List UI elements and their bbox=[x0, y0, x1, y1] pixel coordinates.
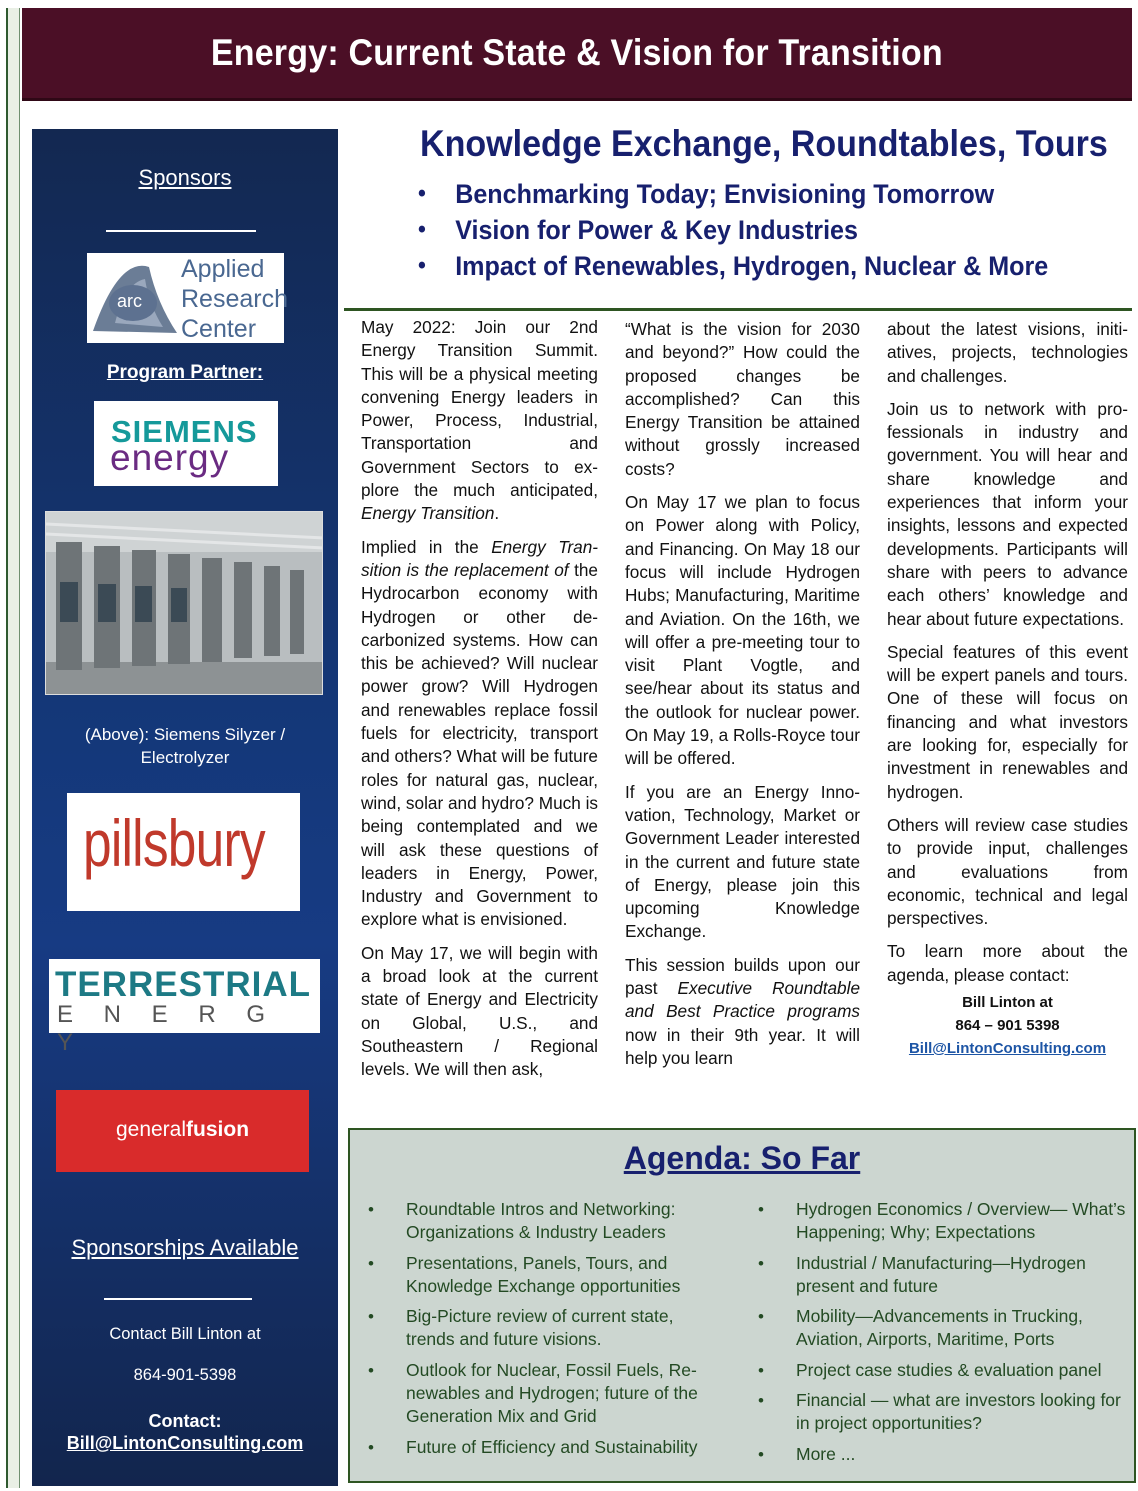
agenda-item: • Mobility—Advancements in Trucking, Aviation, Airports, Maritime, Ports bbox=[742, 1305, 1132, 1352]
terrestrial-energy-logo bbox=[49, 959, 320, 1056]
sidebar bbox=[32, 129, 338, 1486]
agenda-list-right bbox=[742, 1198, 1132, 1473]
text: now in their 9th year. It will help you learn bbox=[625, 1024, 860, 1068]
electrolyzer-image bbox=[46, 512, 323, 695]
contact-name: Bill Linton at bbox=[962, 994, 1053, 1012]
phone-number: 864-901-5398 bbox=[133, 1366, 237, 1384]
paragraph: Others will review case studies to provide input, challenges and evaluations from economic, technical and legal perspectives. bbox=[887, 814, 1128, 929]
photo-caption-text: (Above): Siemens Silyzer / Electrolyzer bbox=[84, 725, 286, 767]
body-column-1 bbox=[361, 316, 598, 1092]
energy-word: energy bbox=[110, 437, 230, 478]
agenda-item: • Big-Picture review of current state, trends and future visions. bbox=[352, 1305, 722, 1352]
agenda-item: • Roundtable Intros and Networking: Organizations & Industry Leaders bbox=[352, 1198, 722, 1245]
arc-line2: Research bbox=[181, 285, 288, 313]
terrestrial-word: TERRESTRIAL bbox=[55, 965, 311, 1004]
siemens-word: SIEMENS bbox=[111, 414, 258, 449]
paragraph: If you are an Energy Innovation, Technology, Market or Government Leader interested in the current and future state of Energy, please join this upcoming Knowledge Exchange. bbox=[625, 781, 860, 942]
general-fusion-word bbox=[56, 1118, 309, 1142]
body-column-2 bbox=[625, 318, 860, 1080]
subheading: Knowledge Exchange, Roundtables, Tours bbox=[420, 123, 1108, 164]
emphasis: Energy Transition bbox=[361, 503, 495, 524]
contact-block bbox=[887, 991, 1128, 1060]
agenda-item: • Financial — what are investors looking for in project opportunities? bbox=[742, 1389, 1132, 1436]
paragraph bbox=[625, 954, 860, 1070]
emphasis: Energy Transition is the replacement of bbox=[361, 536, 598, 580]
sponsorships-available: Sponsorships Available bbox=[71, 1235, 299, 1260]
contact-line: Contact Bill Linton at bbox=[109, 1325, 261, 1343]
paragraph bbox=[361, 536, 598, 932]
arc-mark: arc bbox=[117, 291, 143, 311]
paragraph: about the latest visions, initiatives, projects, technologies and challenges. bbox=[887, 319, 1128, 386]
text: Implied in the bbox=[361, 536, 492, 557]
agenda-item: • Project case studies & evaluation panel bbox=[742, 1359, 1132, 1382]
contact-phone: 864 – 901 5398 bbox=[955, 1017, 1060, 1035]
text: the Hydrocarbon economy with Hydrogen or other decarbonized systems. How can this be achieved? Will nuclear power grow? Will Hydrogen and renewables replace fossil fuels for electricity, transport and others? What will be future roles for natural gas, nuclear, wind, solar and hydro? Much is being contemplated and we will ask these questions of leaders in Energy, Power, Industry and Government to explore what is envisioned. bbox=[361, 559, 598, 930]
general-part: general bbox=[115, 1118, 187, 1141]
paragraph: Special features of this event will be expert panels and tours. One of these will focus on financing and what investors are looking for, especially for investment in renewables and hydrogen. bbox=[887, 641, 1128, 802]
pillsbury-word: pillsbury bbox=[83, 806, 265, 880]
bullet-item: • Impact of Renewables, Hydrogen, Nuclear & More bbox=[418, 248, 1048, 284]
sponsors-heading: Sponsors bbox=[138, 165, 232, 190]
agenda-item: • Industrial / Manufacturing—Hydrogen present and future bbox=[742, 1252, 1132, 1299]
agenda-item: • Future of Efficiency and Sustainability bbox=[352, 1436, 722, 1459]
divider bbox=[106, 230, 256, 232]
text: This session builds upon our past bbox=[625, 954, 860, 999]
terrestrial-energy-word: E N E R G Y bbox=[57, 1001, 278, 1056]
text: . bbox=[494, 503, 500, 524]
section-divider bbox=[344, 308, 1132, 311]
paragraph: Join us to network with professionals in industry and government. You will hear and share knowledge and experiences that inform your insights, lessons and expected developments. Participants will share with peers to advance each others’ knowledge and hear about future expectations. bbox=[887, 398, 1128, 629]
arc-line3: Center bbox=[181, 315, 257, 343]
siemens-energy-logo bbox=[94, 401, 278, 486]
electrolyzer-photo bbox=[45, 511, 323, 695]
agenda-item: • Outlook for Nuclear, Fossil Fuels, Renewables and Hydrogen; future of the Generation Mix and Grid bbox=[352, 1359, 722, 1429]
emphasis: Executive Roundtable and Best Practice programs bbox=[625, 978, 860, 1022]
body-column-3 bbox=[887, 318, 1128, 1060]
agenda-list-left bbox=[352, 1198, 722, 1466]
bullet-item: • Vision for Power & Key Industries bbox=[418, 212, 1048, 248]
contact-label: Contact: bbox=[148, 1411, 222, 1431]
agenda-item: • Hydrogen Economics / Overview— What’s Happening; Why; Expectations bbox=[742, 1198, 1132, 1245]
left-border-strip bbox=[6, 8, 20, 1488]
arc-logo bbox=[87, 253, 288, 343]
agenda-item: • Presentations, Panels, Tours, and Knowledge Exchange opportunities bbox=[352, 1252, 722, 1299]
agenda-item: • More ... bbox=[742, 1443, 1132, 1466]
paragraph: On May 17 we plan to focus on Power along with Policy, and Financing. On May 18 our focus will include Hydrogen Hubs; Manufacturing, Maritime and Aviation. On the 16th, we will offer a pre-meeting tour to visit Plant Vogtle, and see/hear about its status and the outlook for nuclear power. On May 19, a Rolls-Royce tour will be offered. bbox=[625, 492, 860, 769]
paragraph bbox=[361, 316, 598, 526]
arc-line1: Applied bbox=[181, 255, 265, 283]
agenda-title: Agenda: So Far bbox=[623, 1140, 861, 1176]
pillsbury-logo bbox=[67, 793, 300, 911]
fusion-part: fusion bbox=[186, 1118, 250, 1141]
title-banner bbox=[22, 8, 1132, 101]
paragraph: “What is the vision for 2030 and beyond?” How could the proposed changes be accomplished? Can this Energy Transition be attained without grossly increased costs? bbox=[625, 319, 860, 479]
sidebar-email-link[interactable]: Bill@LintonConsulting.com bbox=[66, 1433, 304, 1453]
text: May 2022: Join our 2nd Energy Transition Summit. This will be a physical meeting convening Energy leaders in Power, Process, Industrial, Transportation and Government Sectors to explore the much anticipated, bbox=[361, 317, 598, 501]
agenda-box bbox=[348, 1128, 1136, 1483]
paragraph: To learn more about the agenda, please contact: bbox=[887, 941, 1128, 985]
photo-caption bbox=[32, 723, 338, 769]
divider bbox=[104, 1298, 252, 1300]
bullet-item: • Benchmarking Today; Envisioning Tomorrow bbox=[418, 176, 1048, 212]
paragraph: On May 17, we will begin with a broad look at the current state of Energy and Electricity on Global, U.S., and Southeastern / Regional levels. We will then ask, bbox=[361, 942, 598, 1080]
page-title: Energy: Current State & Vision for Transition bbox=[210, 32, 944, 73]
general-fusion-logo bbox=[56, 1090, 309, 1172]
program-partner-label: Program Partner: bbox=[106, 362, 264, 383]
highlight-bullets bbox=[418, 176, 1096, 284]
contact-email-link[interactable]: Bill@LintonConsulting.com bbox=[908, 1040, 1107, 1058]
